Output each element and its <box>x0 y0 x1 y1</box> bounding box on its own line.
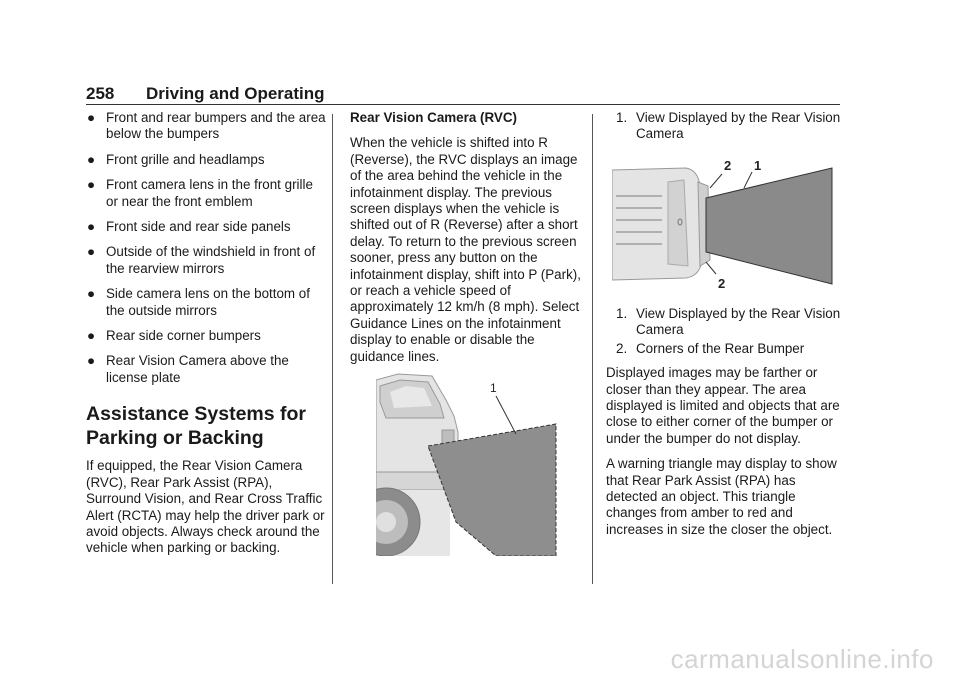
legend-number: 1. <box>616 306 628 321</box>
column-middle <box>350 110 582 374</box>
rvc-subheading: Rear Vision Camera (RVC) <box>350 110 517 125</box>
bullet-dot: ● <box>87 151 96 167</box>
figure-legend-item <box>606 306 842 339</box>
bullet-item <box>86 286 326 319</box>
rear-vehicle-illustration <box>376 372 578 556</box>
bullet-item <box>86 152 326 168</box>
legend-number: 2. <box>616 340 628 356</box>
bullet-text: Rear Vision Camera above the license plate <box>106 353 289 385</box>
bullet-dot: ● <box>87 110 96 125</box>
rvc-paragraph: When the vehicle is shifted into R (Reverse), the RVC displays an image of the area behind the vehicle in the infotainment display. The previous screen displays when the vehicle is shifted out of R (Reverse) after a short delay. To return to the previous screen sooner, press any button on the infotainment display, shift into P (Park), or reach a vehicle speed of approximately 12 km/h (8 mph). Select Guidance Lines on the infotainment display to enable or disable the guidance lines. <box>350 135 581 364</box>
bullet-item <box>86 219 326 235</box>
column-divider-right <box>592 114 593 584</box>
bullet-text: Rear side corner bumpers <box>106 328 261 344</box>
bullet-item <box>86 244 326 277</box>
header-rule <box>86 104 840 105</box>
bullet-text: Front camera lens in the front grille or near the front emblem <box>106 177 313 209</box>
caption-number: 1. <box>616 110 628 125</box>
section-heading: Assistance Systems for Parking or Backing <box>86 403 307 450</box>
bullet-item <box>86 328 326 344</box>
bullet-item <box>86 177 326 210</box>
warning-triangle-paragraph: A warning triangle may display to show that Rear Park Assist (RPA) has detected an object. This triangle changes from amber to red and increases in size the closer the object. <box>606 456 837 537</box>
figure-callout-1: 1 <box>754 158 762 173</box>
bullet-dot: ● <box>87 219 96 235</box>
bullet-dot: ● <box>87 328 96 344</box>
bullet-dot: ● <box>87 177 96 193</box>
watermark: carmanualsonline.info <box>670 644 934 674</box>
bullet-dot: ● <box>87 244 96 260</box>
section-title: Driving and Operating <box>146 84 325 103</box>
column-left <box>86 110 326 566</box>
figure-callout-1: 1 <box>490 381 497 395</box>
figure-legend-item <box>606 341 842 357</box>
bullet-text: Front grille and headlamps <box>106 151 265 167</box>
bullet-text: Outside of the windshield in front of the rearview mirrors <box>106 244 316 276</box>
bullet-text: Front and rear bumpers and the area below the bumpers <box>106 110 326 142</box>
intro-paragraph: If equipped, the Rear Vision Camera (RVC), Rear Park Assist (RPA), Surround Vision, and Rear Cross Traffic Alert (RCTA) may help the driver park or avoid objects. Always check around the vehicle when parking or backing. <box>86 458 325 556</box>
legend-text: Corners of the Rear Bumper <box>636 340 805 356</box>
bullet-text: Front side and rear side panels <box>106 219 291 235</box>
bullet-dot: ● <box>87 353 96 369</box>
bullet-item <box>86 110 326 143</box>
figure-callout-2-top: 2 <box>724 158 732 173</box>
column-right <box>606 110 842 145</box>
bullet-dot: ● <box>87 286 96 302</box>
figure-callout-2-bottom: 2 <box>718 276 726 290</box>
top-view-drawing <box>612 156 838 290</box>
column-divider-left <box>332 114 333 584</box>
rear-camera-top-view-illustration <box>612 156 838 290</box>
caption-text: View Displayed by the Rear Vision Camera <box>636 110 841 142</box>
legend-text: View Displayed by the Rear Vision Camera <box>636 306 841 338</box>
column-right-lower <box>606 306 842 547</box>
rear-vehicle-drawing <box>376 372 578 556</box>
page-header <box>86 84 840 106</box>
bullet-item <box>86 353 326 386</box>
display-limits-paragraph: Displayed images may be farther or closer than they appear. The area displayed is limited and objects that are close to either corner of the bumper or under the bumper do not display. <box>606 365 840 446</box>
figure-caption-top <box>606 110 842 143</box>
page-number: 258 <box>86 84 115 103</box>
bullet-text: Side camera lens on the bottom of the outside mirrors <box>106 286 310 318</box>
